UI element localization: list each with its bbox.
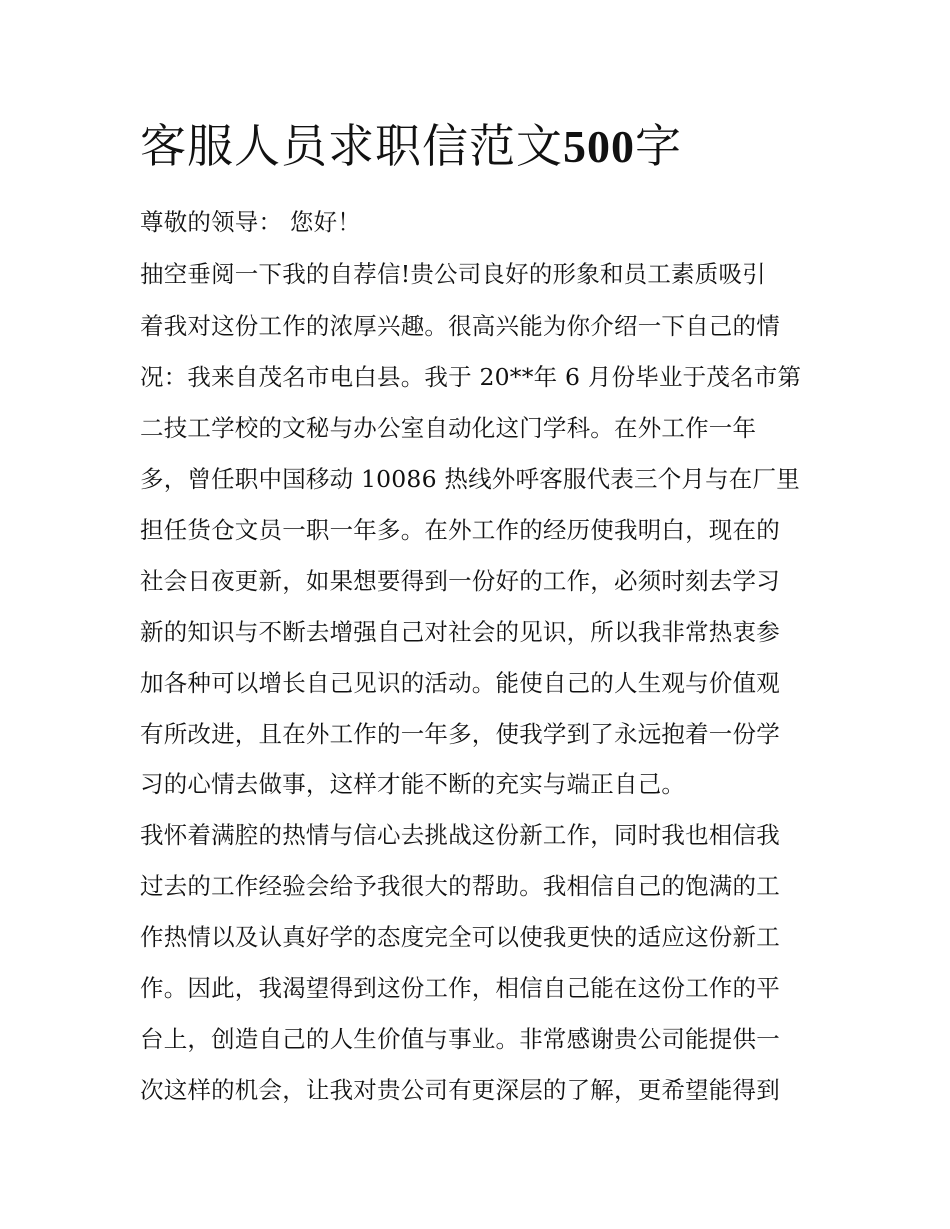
- body-line: 过去的工作经验会给予我很大的帮助。我相信自己的饱满的工: [140, 872, 780, 900]
- body-line: 抽空垂阅一下我的自荐信!贵公司良好的形象和员工素质吸引: [140, 260, 766, 288]
- body-line: 况：我来自茂名市电白县。我于 20**年 6 月份毕业于茂名市第: [140, 363, 802, 391]
- body-line: 次这样的机会，让我对贵公司有更深层的了解，更希望能得到: [140, 1076, 780, 1104]
- greeting-line: 尊敬的领导： 您好！: [140, 208, 361, 236]
- body-line: 加各种可以增长自己见识的活动。能使自己的人生观与价值观: [140, 669, 780, 697]
- body-line: 社会日夜更新，如果想要得到一份好的工作，必须时刻去学习: [140, 567, 780, 595]
- body-line: 二技工学校的文秘与办公室自动化这门学科。在外工作一年: [140, 414, 757, 442]
- title-main: 客服人员求职信范文: [140, 119, 563, 173]
- body-line: 台上，创造自己的人生价值与事业。非常感谢贵公司能提供一: [140, 1025, 780, 1053]
- body-line: 习的心情去做事，这样才能不断的充实与端正自己。: [140, 770, 686, 798]
- body-line: 着我对这份工作的浓厚兴趣。很高兴能为你介绍一下自己的情: [140, 312, 780, 340]
- body-line: 多，曾任职中国移动 10086 热线外呼客服代表三个月与在厂里: [140, 465, 800, 493]
- body-line: 我怀着满腔的热情与信心去挑战这份新工作，同时我也相信我: [140, 821, 780, 849]
- body-line: 有所改进，且在外工作的一年多，使我学到了永远抱着一份学: [140, 720, 780, 748]
- body-line: 新的知识与不断去增强自己对社会的见识，所以我非常热衷参: [140, 618, 780, 646]
- body-line: 担任货仓文员一职一年多。在外工作的经历使我明白，现在的: [140, 516, 780, 544]
- title-suffix: 字: [635, 119, 682, 173]
- document-title: [140, 116, 840, 177]
- body-line: 作。因此，我渴望得到这份工作，相信自己能在这份工作的平: [140, 974, 780, 1002]
- title-number: 500: [563, 121, 635, 172]
- body-line: 作热情以及认真好学的态度完全可以使我更快的适应这份新工: [140, 923, 780, 951]
